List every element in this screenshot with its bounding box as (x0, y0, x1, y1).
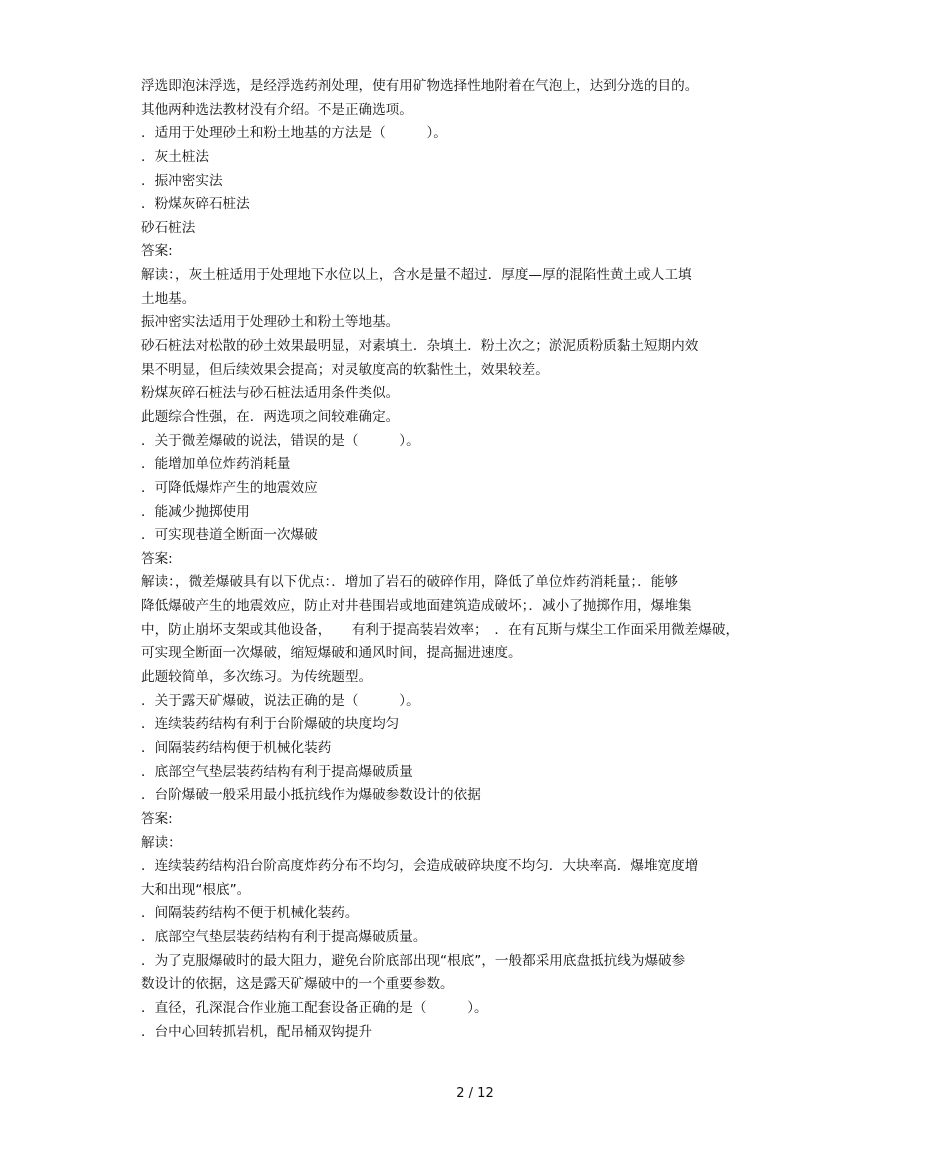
text-line: ．能增加单位炸药消耗量 (141, 456, 291, 473)
text-line: 振冲密实法适用于处理砂土和粉土等地基。 (141, 314, 400, 331)
text-line: ．灰土桩法 (141, 148, 209, 165)
text-line: 此题综合性强，在．两选项之间较难确定。 (141, 408, 400, 425)
text-line: 可实现全断面一次爆破，缩短爆破和通风时间，提高掘进速度。 (141, 645, 522, 662)
text-line: ．台中心回转抓岩机，配吊桶双钩提升 (141, 1023, 373, 1040)
text-line: 解读： (141, 834, 182, 851)
text-line: ．适用于处理砂土和粉土地基的方法是（ ）。 (141, 125, 447, 142)
text-line: ．关于微差爆破的说法，错误的是（ ）。 (141, 432, 420, 449)
text-line: 土地基。 (141, 290, 196, 307)
text-line: 砂石桩法 (141, 219, 196, 236)
text-line: 浮选即泡沫浮选，是经浮选药剂处理，使有用矿物选择性地附着在气泡上，达到分选的目的。 (141, 78, 699, 94)
text-line: 降低爆破产生的地震效应，防止对井巷围岩或地面建筑造成破坏；．减小了抛掷作用，爆堆集 (141, 598, 692, 615)
text-line: 答案: (141, 550, 173, 567)
text-line: 解读：，灰土桩适用于处理地下水位以上，含水是量不超过．厚度—厚的混陷性黄土或人工填 (141, 267, 692, 284)
text-line: ．可降低爆炸产生的地震效应 (141, 479, 318, 496)
page-number: 2 / 12 (456, 1086, 494, 1101)
text-line: 粉煤灰碎石桩法与砂石桩法适用条件类似。 (141, 385, 400, 402)
text-line: 答案: (141, 243, 173, 260)
text-line: ．振冲密实法 (141, 172, 223, 189)
text-line: ．关于露天矿爆破，说法正确的是（ ）。 (141, 692, 420, 709)
text-line: 此题较简单，多次练习。为传统题型。 (141, 669, 373, 686)
text-line: 果不明显，但后续效果会提高；对灵敏度高的软黏性土，效果较差。 (141, 361, 549, 378)
text-line: ．直径，孔深混合作业施工配套设备正确的是（ ）。 (141, 999, 488, 1016)
text-line: ．间隔装药结构便于机械化装药 (141, 739, 332, 756)
text-line: 解读：，微差爆破具有以下优点：．增加了岩石的破碎作用，降低了单位炸药消耗量；．能够 (141, 574, 678, 591)
text-line: ．间隔装药结构不便于机械化装药。 (141, 905, 359, 922)
text-line: 大和出现“根底”。 (141, 881, 251, 898)
text-line: ．底部空气垫层装药结构有利于提高爆破质量 (141, 763, 413, 780)
text-line: 答案: (141, 810, 173, 827)
text-line: 数设计的依据，这是露天矿爆破中的一个重要参数。 (141, 976, 454, 993)
text-line: ．底部空气垫层装药结构有利于提高爆破质量。 (141, 929, 427, 946)
text-line: ．能减少抛掷使用 (141, 503, 250, 520)
text-line: ．连续装药结构沿台阶高度炸药分布不均匀，会造成破碎块度不均匀．大块率高．爆堆宽度增 (141, 858, 699, 875)
text-line: 中，防止崩坏支架或其他设备， 有利于提高装岩效率； ．在有瓦斯与煤尘工作面采用微差爆破， (141, 621, 740, 638)
text-line: ．粉煤灰碎石桩法 (141, 196, 250, 213)
text-line: ．可实现巷道全断面一次爆破 (141, 527, 318, 544)
text-line: ．为了克服爆破时的最大阻力，避免台阶底部出现“根底”，一般都采用底盘抵抗线为爆破参 (141, 952, 686, 969)
text-line: ．连续装药结构有利于台阶爆破的块度均匀 (141, 716, 400, 733)
text-line: 砂石桩法对松散的砂土效果最明显，对素填土．杂填土．粉土次之；淤泥质粉质黏土短期内效 (141, 338, 699, 355)
text-line: ．台阶爆破一般采用最小抵抗线作为爆破参数设计的依据 (141, 787, 481, 804)
document-body (141, 75, 781, 1044)
text-line: 其他两种选法教材没有介绍。不是正确选项。 (141, 101, 413, 118)
